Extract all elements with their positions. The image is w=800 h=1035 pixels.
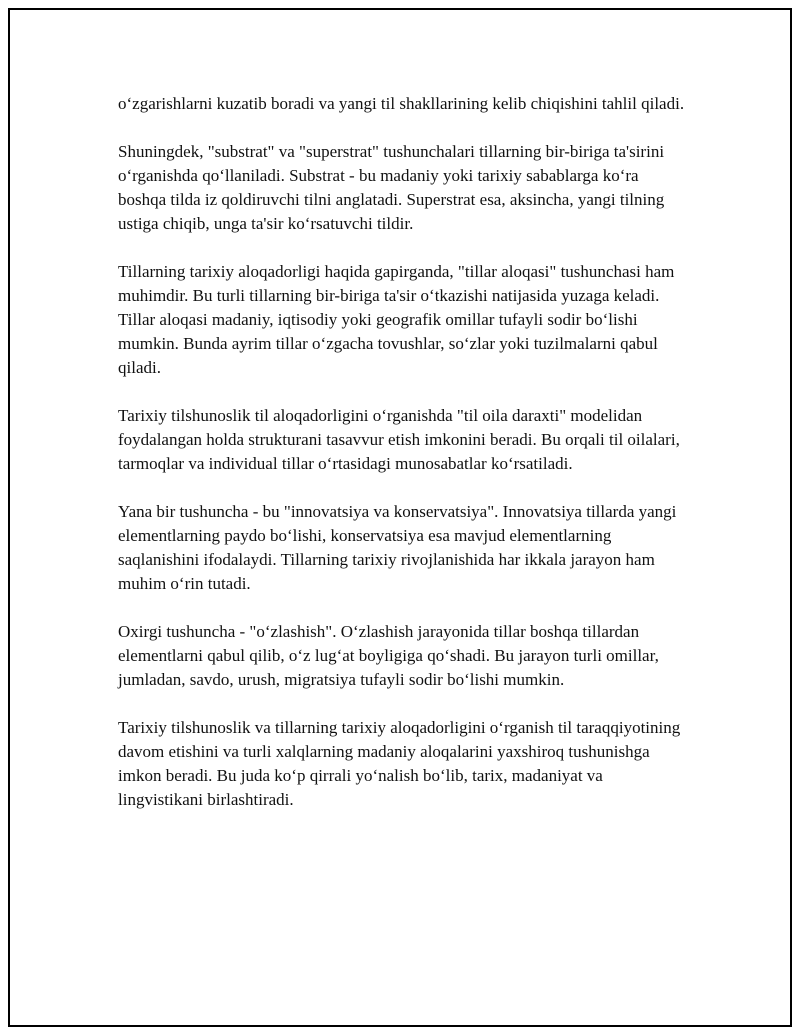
paragraph-7: Tarixiy tilshunoslik va tillarning tarixiy aloqadorligini o‘rganish til taraqqiyotining davom etishini va turli xalqlarning madaniy aloqalarini yaxshiroq tushunishga imkon beradi. Bu juda ko‘p qirrali yo‘nalish bo‘lib, tarix, madaniyat va lingvistikani birlashtiradi. xyxy=(118,718,681,809)
paragraph-4: Tarixiy tilshunoslik til aloqadorligini o‘rganishda "til oila daraxti" modelidan foydalangan holda strukturani tasavvur etish imkonini beradi. Bu orqali til oilalari, tarmoqlar va individual tillar o‘rtasidagi munosabatlar ko‘rsatiladi. xyxy=(118,406,680,473)
paragraph-2: Shuningdek, "substrat" va "superstrat" tushunchalari tillarning bir-biriga ta'sirini o‘rganishda qo‘llaniladi. Substrat - bu madaniy yoki tarixiy sabablarga ko‘ra boshqa tilda iz qoldiruvchi tilni anglatadi. Superstrat esa, aksincha, yangi tilning ustiga chiqib, unga ta'sir ko‘rsatuvchi tildir. xyxy=(118,142,665,233)
paragraph-5: Yana bir tushuncha - bu "innovatsiya va konservatsiya". Innovatsiya tillarda yangi elementlarning paydo bo‘lishi, konservatsiya esa mavjud elementlarning saqlanishini ifodalaydi. Tillarning tarixiy rivojlanishida har ikkala jarayon ham muhim o‘rin tutadi. xyxy=(118,502,677,593)
paragraph-3: Tillarning tarixiy aloqadorligi haqida gapirganda, "tillar aloqasi" tushunchasi ham muhimdir. Bu turli tillarning bir-biriga ta'sir o‘tkazishi natijasida yuzaga keladi. Tillar aloqasi madaniy, iqtisodiy yoki geografik omillar tufayli sodir bo‘lishi mumkin. Bunda ayrim tillar o‘zgacha tovushlar, so‘zlar yoki tuzilmalarni qabul qiladi. xyxy=(118,262,675,377)
document-body xyxy=(118,92,688,836)
paragraph-1: o‘zgarishlarni kuzatib boradi va yangi til shakllarining kelib chiqishini tahlil qiladi. xyxy=(118,94,685,113)
paragraph-6: Oxirgi tushuncha - "o‘zlashish". O‘zlashish jarayonida tillar boshqa tillardan elementlarni qabul qilib, o‘z lug‘at boyligiga qo‘shadi. Bu jarayon turli omillar, jumladan, savdo, urush, migratsiya tufayli sodir bo‘lishi mumkin. xyxy=(118,622,659,689)
